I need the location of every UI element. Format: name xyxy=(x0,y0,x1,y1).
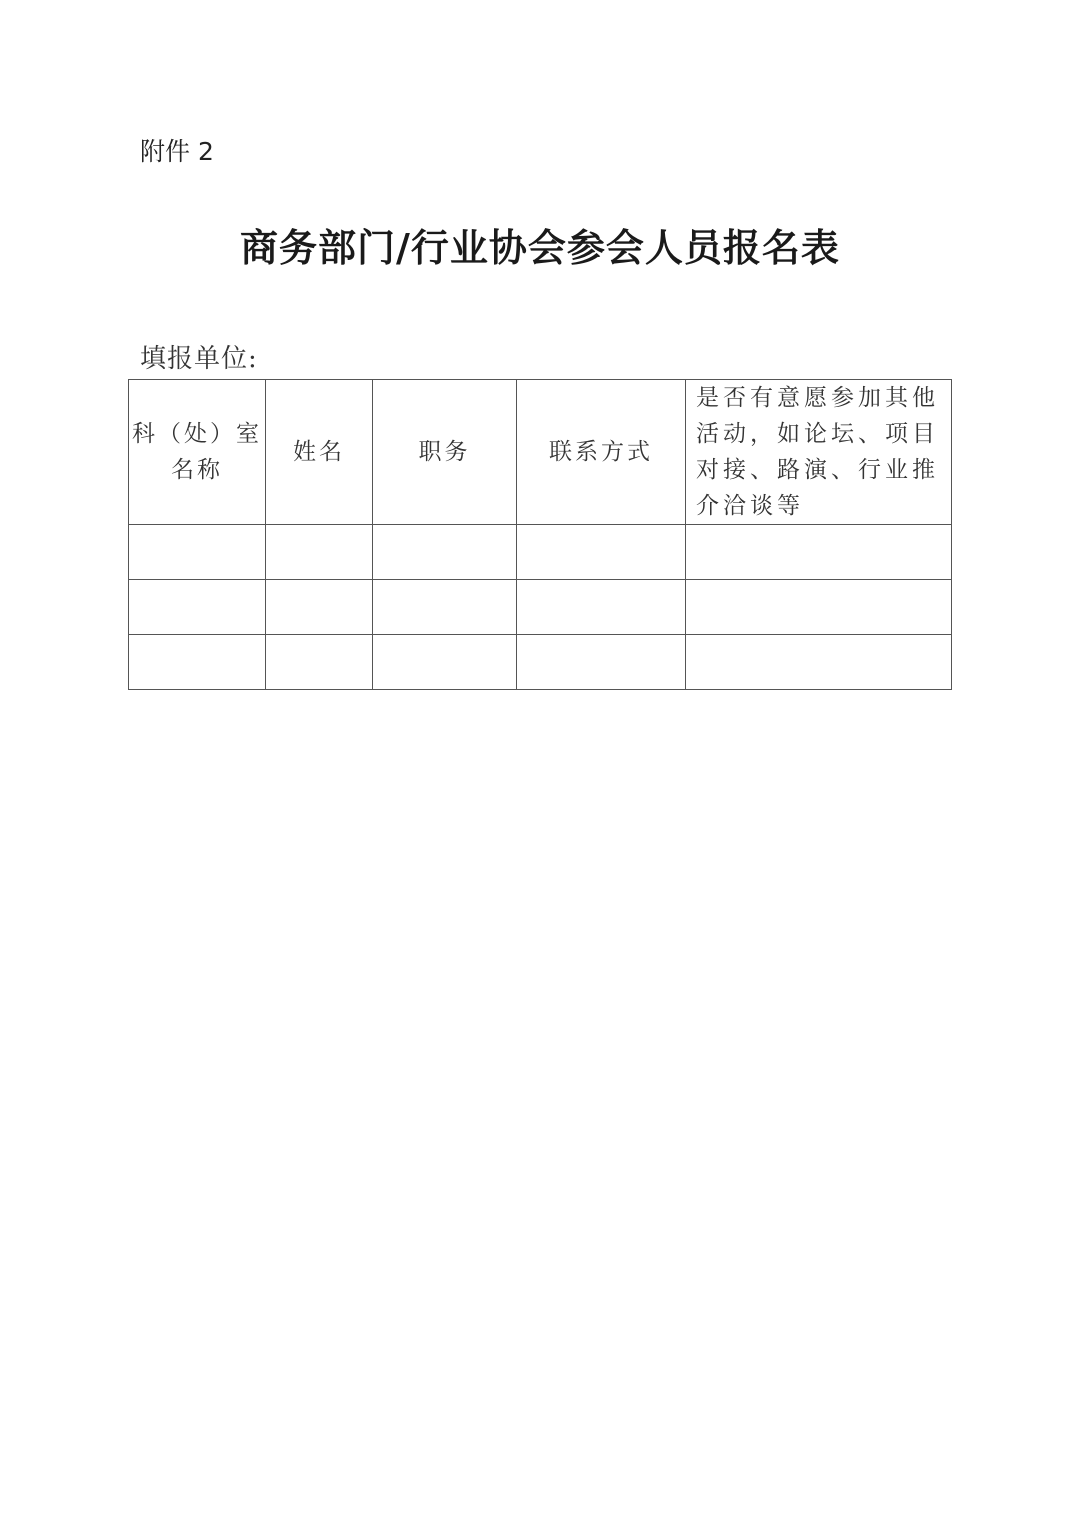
form-title: 商务部门/行业协会参会人员报名表 xyxy=(240,225,840,270)
table-cell[interactable] xyxy=(129,580,266,635)
table-cell[interactable] xyxy=(517,635,686,690)
table-cell[interactable] xyxy=(373,580,517,635)
table-cell[interactable] xyxy=(129,635,266,690)
header-position-label: 职务 xyxy=(418,439,471,465)
table-header-row xyxy=(129,380,952,525)
table-cell[interactable] xyxy=(686,525,952,580)
attachment-label: 附件 2 xyxy=(140,137,214,166)
header-name xyxy=(266,380,373,525)
table-cell[interactable] xyxy=(517,580,686,635)
table-row xyxy=(129,635,952,690)
header-contact xyxy=(517,380,686,525)
table-cell[interactable] xyxy=(517,525,686,580)
header-department-name-label: 科（处）室名称 xyxy=(132,421,262,483)
header-name-label: 姓名 xyxy=(293,439,345,465)
header-department-name xyxy=(129,380,266,525)
header-other-activities-label: 是否有意愿参加其他活动，如论坛、项目对接、路演、行业推介洽谈等 xyxy=(696,385,939,519)
table-cell[interactable] xyxy=(686,580,952,635)
table-row xyxy=(129,525,952,580)
table-cell[interactable] xyxy=(686,635,952,690)
table-cell[interactable] xyxy=(373,635,517,690)
reporting-unit-label: 填报单位: xyxy=(140,344,258,374)
table-cell[interactable] xyxy=(373,525,517,580)
header-position xyxy=(373,380,517,525)
registration-table xyxy=(128,379,952,690)
table-row xyxy=(129,580,952,635)
table-cell[interactable] xyxy=(129,525,266,580)
table-cell[interactable] xyxy=(266,635,373,690)
header-contact-label: 联系方式 xyxy=(549,439,653,465)
header-other-activities xyxy=(686,380,952,525)
table-cell[interactable] xyxy=(266,580,373,635)
table-cell[interactable] xyxy=(266,525,373,580)
